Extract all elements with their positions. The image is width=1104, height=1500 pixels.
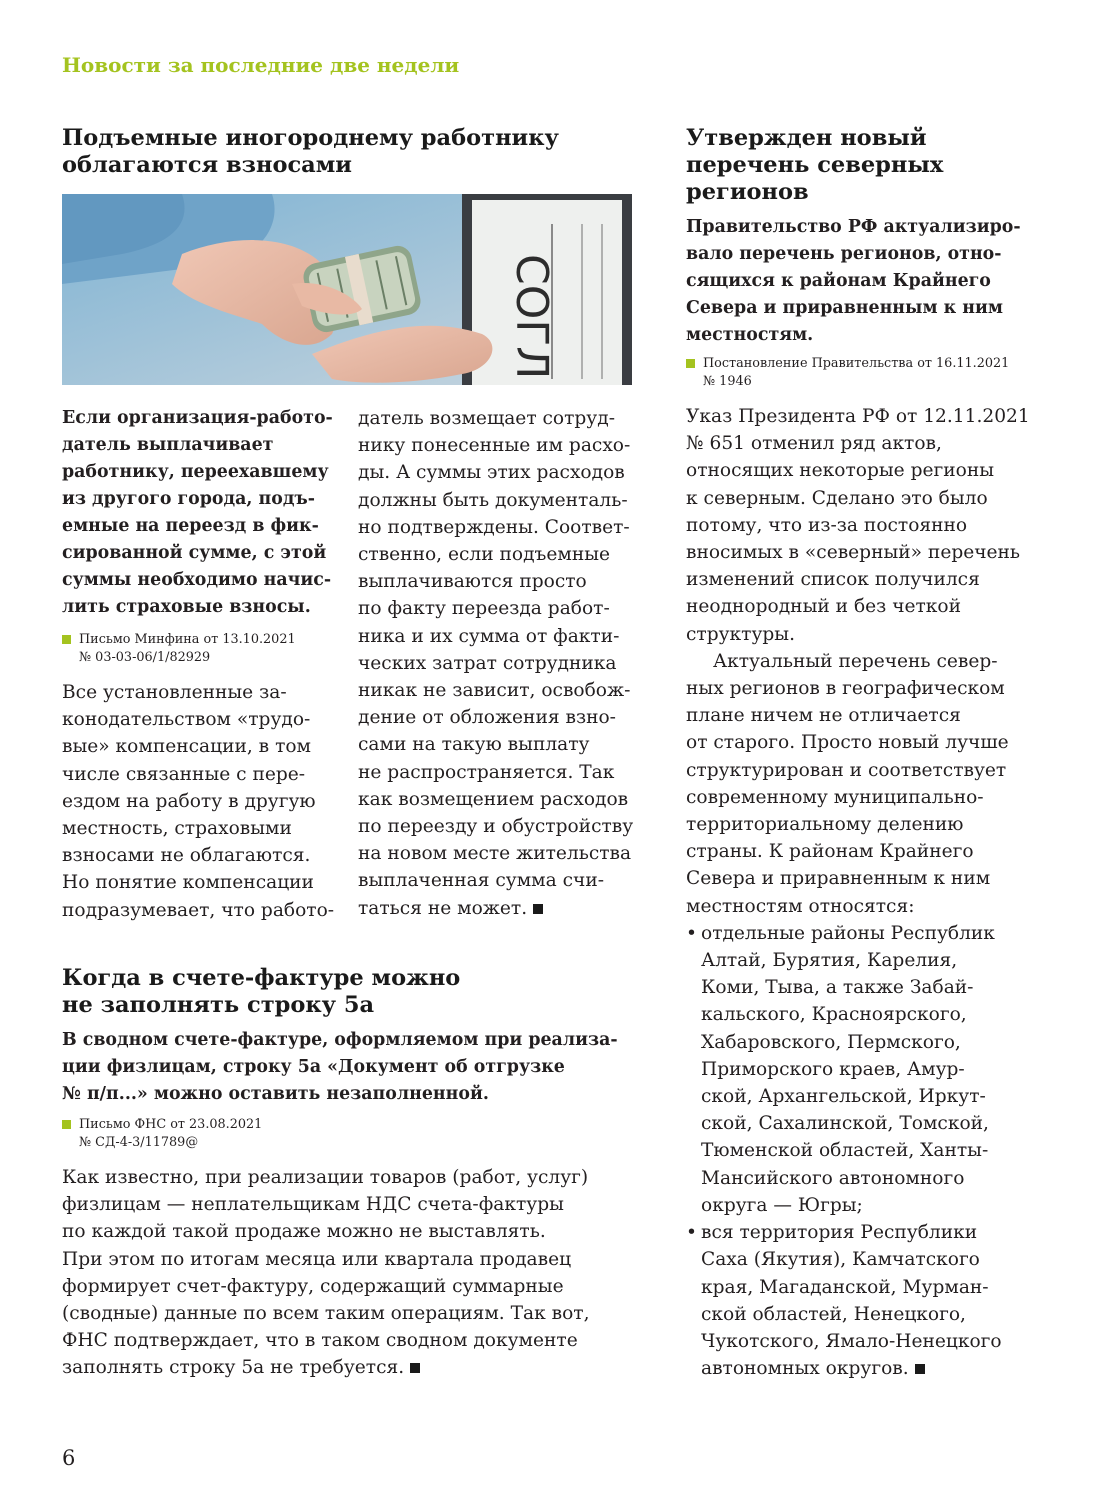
body-line: Коми, Тыва, а также Забай- [701, 977, 974, 999]
body-line: плане ничем не отличается [686, 705, 961, 727]
body-line: ездом на работу в другую [62, 790, 316, 812]
body-line: на новом месте жительства [358, 843, 632, 865]
body-line: ника и их сумма от факти- [358, 625, 620, 647]
body-line: Чукотского, Ямало-Ненецкого [701, 1330, 1002, 1352]
body-line: ФНС подтверждает, что в таком сводном документе [62, 1330, 578, 1352]
article1-lead-line: суммы необходимо начис- [62, 570, 332, 590]
body-line: по каждой такой продаже можно не выставлять. [62, 1221, 546, 1243]
bullet-icon: • [686, 1222, 697, 1244]
body-line: сами на такую выплату [358, 734, 590, 756]
body-line: по переезду и обустройству [358, 816, 634, 838]
body-line: ческих затрат сотрудника [358, 652, 617, 674]
article3-lead-line: Правительство РФ актуализиро- [686, 217, 1021, 237]
body-line-last [358, 895, 638, 922]
body-line: ных регионов в географическом [686, 678, 1005, 700]
body-line: Актуальный перечень север- [713, 650, 998, 672]
body-line: структуры. [686, 623, 796, 645]
article3-lead-line: Севера и приравненным к ним [686, 298, 1003, 318]
body-line: выплачиваются просто [358, 571, 587, 593]
article2-title-line2: не заполнять строку 5а [62, 992, 375, 1018]
body-line: датель возмещает сотруд- [358, 408, 615, 429]
article1-photo [62, 194, 632, 385]
body-line: вся территория Республики [701, 1222, 978, 1244]
body-line: № 651 отменил ряд актов, [686, 433, 942, 455]
body-line: Саха (Якутия), Камчатского [701, 1249, 980, 1271]
body-line: по факту переезда работ- [358, 598, 610, 620]
body-line: отдельные районы Республик [701, 922, 995, 944]
article3-title-line: регионов [686, 179, 809, 205]
body-line: ской, Сахалинской, Томской, [701, 1113, 989, 1135]
body-line: подразумевает, что работо- [62, 899, 335, 921]
body-line: потому, что из-за постоянно [686, 514, 968, 536]
body-line: местность, страховыми [62, 818, 292, 840]
body-line: конодательством «трудо- [62, 709, 311, 731]
article2-lead-line: ции физлицам, строку 5а «Документ об отгрузке [62, 1057, 565, 1077]
body-line: таться не может. [358, 897, 528, 919]
body-line: местностям относятся: [686, 895, 915, 917]
article1-title-line1: Подъемные иногороднему работнику [62, 125, 559, 151]
body-line: Приморского краев, Амур- [701, 1058, 965, 1080]
body-line: кальского, Красноярского, [701, 1004, 967, 1026]
body-line: округа — Югры; [701, 1194, 863, 1216]
bullet-icon: • [686, 922, 697, 944]
body-line: но подтверждены. Соответ- [358, 516, 630, 538]
body-line: относящих некоторые регионы [686, 460, 995, 482]
article2-source-line1: Письмо ФНС от 23.08.2021 [79, 1117, 263, 1132]
body-line: от старого. Просто новый лучше [686, 732, 1009, 754]
body-line: Хабаровского, Пермского, [701, 1031, 961, 1053]
section-title: Новости за последние две недели [62, 53, 460, 77]
body-line: территориальному делению [686, 814, 964, 836]
article3-title-line: перечень северных [686, 152, 944, 178]
article1-lead [62, 405, 342, 621]
body-line: не распространяется. Так [358, 761, 615, 783]
article1-source-line1: Письмо Минфина от 13.10.2021 [79, 632, 296, 647]
article1-lead-line: датель выплачивает [62, 435, 274, 455]
body-line: ственно, если подъемные [358, 544, 611, 566]
bullet-square-icon [62, 1120, 71, 1129]
end-of-article-icon [533, 904, 543, 914]
article2-lead-line: № п/п...» можно оставить незаполненной. [62, 1084, 489, 1104]
body-line: Но понятие компенсации [62, 872, 314, 894]
svg-text:СОГЛ: СОГЛ [506, 254, 557, 380]
article1-left-column [62, 405, 342, 924]
article2-body [62, 1164, 642, 1382]
article1-body-right [358, 405, 638, 922]
body-line: При этом по итогам месяца или квартала продавец [62, 1248, 572, 1270]
article3-lead-line: сящихся к районам Крайнего [686, 271, 991, 291]
article1-source-line2: № 03-03-06/1/82929 [79, 650, 211, 665]
body-line-last [62, 1354, 642, 1381]
article2-title [62, 965, 642, 1019]
body-line: никак не зависит, освобож- [358, 680, 631, 702]
body-line: ской, Архангельской, Иркут- [701, 1086, 986, 1108]
article2-content [62, 1027, 642, 1382]
body-line: вые» компенсации, в том [62, 736, 312, 758]
body-line: Тюменской областей, Ханты- [701, 1140, 989, 1162]
body-line: изменений список получился [686, 569, 980, 591]
article3-para1 [686, 403, 1046, 648]
article1-lead-line: Если организация-работо- [62, 408, 333, 428]
article2-title-line1: Когда в счете-фактуре можно [62, 965, 461, 991]
article3-lead-line: вало перечень регионов, отно- [686, 244, 1002, 264]
body-line: Все установленные за- [62, 682, 287, 703]
body-line: Указ Президента РФ от 12.11.2021 [686, 406, 1030, 427]
body-line: Мансийского автономного [701, 1167, 965, 1189]
article1-lead-line: работнику, переехавшему [62, 462, 329, 482]
article3-bullet-1 [686, 920, 1046, 1219]
body-line: нику понесенные им расхо- [358, 435, 631, 457]
body-line: (сводные) данные по всем таким операциям. Так вот, [62, 1303, 590, 1325]
article1-source [62, 631, 342, 667]
article1-title-line2: облагаются взносами [62, 152, 352, 178]
body-line: Севера и приравненным к ним [686, 868, 991, 890]
body-line: числе связанные с пере- [62, 763, 306, 785]
bullet-square-icon [686, 359, 695, 368]
article1-lead-line: емные на переезд в фик- [62, 516, 319, 536]
article1-title [62, 125, 632, 179]
body-line: структурирован и соответствует [686, 759, 1007, 781]
end-of-article-icon [410, 1363, 420, 1373]
body-line: страны. К районам Крайнего [686, 841, 974, 863]
money-handover-photo-icon [62, 194, 632, 385]
body-line: ды. А суммы этих расходов [358, 462, 625, 484]
article3-title [686, 125, 1026, 206]
body-line: современному муниципально- [686, 786, 984, 808]
page-number: 6 [62, 1446, 76, 1470]
article3-bullet-2 [686, 1219, 1046, 1382]
article3-content [686, 214, 1046, 1382]
body-line: формирует счет-фактуру, содержащий суммарные [62, 1275, 564, 1297]
body-line: взносами не облагаются. [62, 845, 311, 867]
body-line: неоднородный и без четкой [686, 596, 962, 618]
body-line: должны быть документаль- [358, 489, 628, 511]
body-line: дение от обложения взно- [358, 707, 616, 729]
body-line: края, Магаданской, Мурман- [701, 1276, 989, 1298]
body-line: заполнять строку 5а не требуется. [62, 1357, 405, 1379]
article2-lead-line: В сводном счете-фактуре, оформляемом при реализа- [62, 1030, 618, 1050]
article1-lead-line: лить страховые взносы. [62, 597, 311, 617]
article3-title-line: Утвержден новый [686, 125, 927, 151]
body-line: вносимых в «северный» перечень [686, 542, 1021, 564]
body-line: физлицам — неплательщикам НДС счета-фактуры [62, 1194, 564, 1216]
article1-lead-line: сированной сумме, с этой [62, 543, 327, 563]
body-line: Алтай, Бурятия, Карелия, [701, 950, 958, 972]
bullet-square-icon [62, 635, 71, 644]
article2-source-line2: № СД-4-3/11789@ [79, 1135, 199, 1150]
article3-source-line1: Постановление Правительства от 16.11.2021 [703, 356, 1010, 371]
body-line: автономных округов. [701, 1358, 909, 1380]
article2-lead [62, 1027, 642, 1108]
article2-source [62, 1116, 642, 1152]
article1-right-column [358, 405, 638, 922]
article1-body-left [62, 679, 342, 924]
article3-para2 [686, 648, 1046, 920]
body-line: ской областей, Ненецкого, [701, 1303, 966, 1325]
body-line: выплаченная сумма счи- [358, 870, 605, 892]
article3-source-line2: № 1946 [703, 374, 752, 389]
article3-lead-line: местностям. [686, 325, 814, 345]
end-of-article-icon [915, 1364, 925, 1374]
body-line-last [701, 1355, 1046, 1382]
article3-lead [686, 214, 1046, 349]
body-line: к северным. Сделано это было [686, 487, 988, 509]
article1-lead-line: из другого города, подъ- [62, 489, 315, 509]
article3-source [686, 355, 1046, 391]
body-line: как возмещением расходов [358, 788, 629, 810]
body-line: Как известно, при реализации товаров (работ, услуг) [62, 1167, 589, 1188]
